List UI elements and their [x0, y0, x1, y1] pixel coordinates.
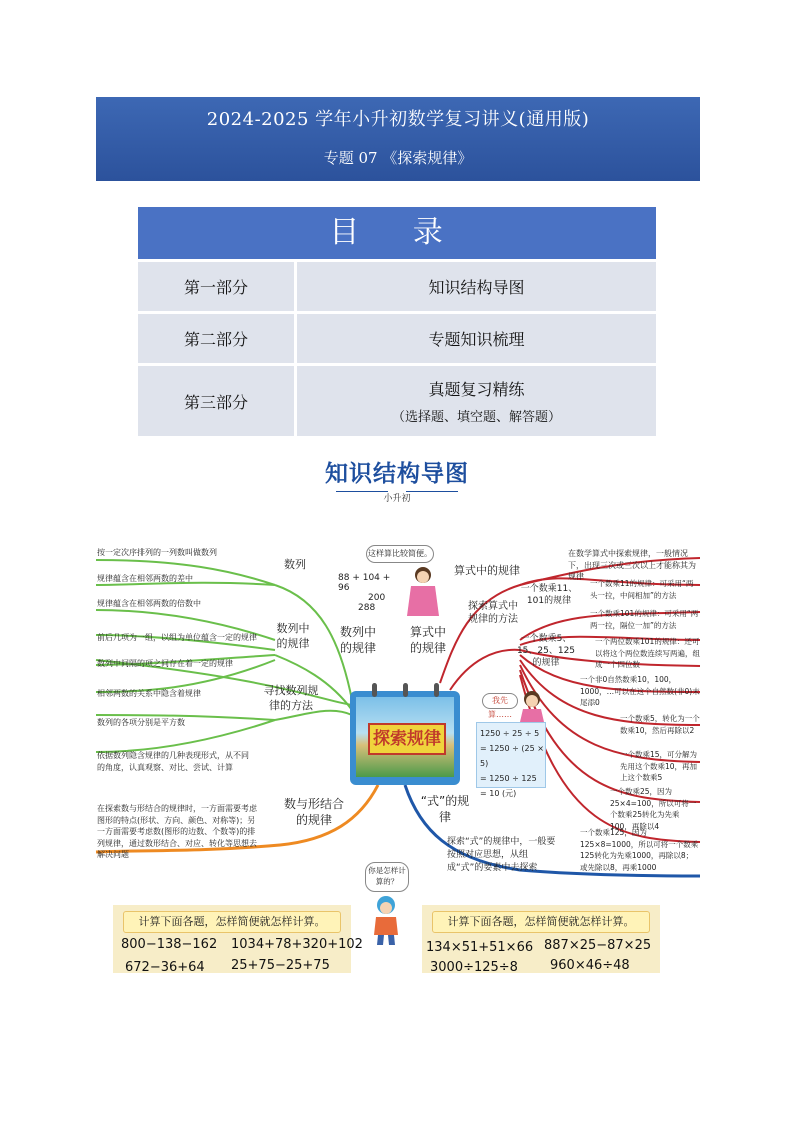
exercise-expression: 887×25−87×25 — [544, 938, 652, 953]
center-calendar — [350, 683, 460, 785]
toc-part: 第二部分 — [138, 314, 297, 363]
branch-label: 一个数乘11、101的规律 — [520, 584, 578, 606]
mindmap-left-item: 规律蕴含在相邻两数的差中 — [97, 574, 193, 583]
panel-heading: 计算下面各题，怎样简便就怎样计算。 — [432, 911, 650, 933]
calc-line: 288 — [358, 603, 376, 613]
mindmap-right-item: 一个非0自然数乘10，100，1000，…可以在这个自然数(非0)末尾添0 — [580, 675, 700, 707]
mindmap-right-item: 一个数乘125，因为125×8=1000，所以可将一个数乘125转化为先乘1000，再除以8；或先除以8，再乘1000 — [580, 828, 699, 872]
document-title: 2024-2025 学年小升初数学复习讲义(通用版) — [206, 109, 590, 130]
calc-line: = 10 (元) — [480, 789, 517, 798]
mindmap-right-item: 在数学算式中探索规律，一般情况下，出现三次或三次以上才能称其为规律 — [568, 549, 696, 581]
calc-line: 88 + 104 + 96 — [338, 573, 391, 593]
mindmap-right-item: 一个两位数乘101的规律：还可以将这个两位数连续写两遍，组成一个四位数 — [595, 637, 700, 669]
calc-line: 200 — [368, 593, 386, 603]
mindmap-title-sub: 小升初 — [383, 494, 411, 504]
branch-label: 数列 — [284, 558, 306, 571]
toc-content: 真题复习精练 — [428, 380, 525, 399]
mindmap-left-item: 规律蕴含在相邻两数的倍数中 — [97, 599, 201, 608]
branch-label: 一个数乘5、15、25、125的规律 — [516, 634, 576, 668]
main-branch-bottom-left: 数与形结合的规律 — [284, 797, 345, 827]
exercise-panel-left — [113, 905, 363, 975]
mindmap-left-item: 依据数列隐含规律的几种表现形式，从不同的角度，认真观察、对比、尝试、计算 — [97, 751, 249, 772]
center-label: 探索规律 — [368, 723, 446, 755]
toc-heading: 目 录 — [138, 207, 656, 259]
speech-bubble: 你是怎样计算的？ — [365, 862, 409, 892]
panel-heading: 计算下面各题，怎样简便就怎样计算。 — [123, 911, 341, 933]
boy-character-icon — [370, 895, 402, 945]
mindmap-left-item: 数列的各项分别是平方数 — [97, 718, 185, 727]
calendar-ring-icon — [403, 683, 408, 697]
mindmap-left-item: 数列中间隔的项之间存在着一定的规律 — [97, 659, 233, 668]
calc-example-top — [338, 573, 404, 613]
mindmap-right-item: 一个数乘5，转化为一个数乘10，然后再除以2 — [620, 714, 700, 735]
speech-bubble: 这样算比较简便。 — [366, 545, 434, 563]
toc-part: 第一部分 — [138, 262, 297, 311]
mindmap-left-item: 按一定次序排列的一列数叫做数列 — [97, 548, 217, 557]
toc-content: 知识结构导图 — [428, 278, 525, 297]
calc-line: 1250 ÷ 25 ÷ 5 — [480, 729, 540, 738]
calendar-ring-icon — [372, 683, 377, 697]
girl-character-icon — [405, 566, 441, 616]
main-branch-bottom-right: “式”的规律 — [420, 794, 470, 824]
branch-label: 算式中的规律 — [454, 564, 520, 577]
calc-example-right — [476, 722, 546, 798]
exercise-expression: 3000÷125÷8 — [430, 960, 518, 975]
mindmap-left-item: 前后几项为一组，以组为单位蕴含一定的规律 — [97, 633, 257, 642]
branch-label: 数列中的规律 — [276, 622, 310, 650]
mindmap-left-item: 相邻两数的关系中隐含着规律 — [97, 689, 201, 698]
exercise-expression: 800−138−162 — [121, 937, 218, 952]
exercise-expression: 1034+78+320+102 — [231, 937, 363, 952]
mindmap-right-item: 一个数乘25，因为25×4=100，所以可将一个数乘25转化为先乘100，再除以4 — [610, 787, 697, 831]
toc-content: 专题知识梳理 — [428, 330, 525, 349]
mindmap-right-item: 一个数乘101的规律：可采用“两两一拉，隔位一加”的方法 — [590, 609, 699, 630]
branch-label: 寻找数列规律的方法 — [263, 684, 319, 712]
mindmap-right-item: 一个数乘15，可分解为先用这个数乘10，再加上这个数乘5 — [620, 750, 698, 782]
calendar-ring-icon — [434, 683, 439, 697]
mindmap-title: 知识结构导图 — [325, 461, 469, 487]
mindmap-bottom-right-text: 探索“式”的规律中，一般要按照对应思想，从组成“式”的要素中去探索 — [447, 837, 556, 873]
main-branch-right: 算式中的规律 — [409, 625, 446, 655]
girl-character-icon — [517, 690, 547, 722]
document-subtitle: 专题 07 《探索规律》 — [323, 149, 473, 167]
calc-line: = 1250 ÷ (25 × 5) — [480, 744, 544, 768]
exercise-expression: 960×46÷48 — [550, 958, 630, 973]
branch-label: 探索算式中规律的方法 — [468, 601, 518, 625]
exercise-panel-right — [422, 905, 660, 973]
exercise-expression: 134×51+51×66 — [426, 940, 534, 955]
exercise-expression: 672−36+64 — [125, 960, 205, 975]
main-branch-left: 数列中的规律 — [339, 625, 376, 655]
exercise-expression: 25+75−25+75 — [231, 958, 330, 973]
calc-line: = 1250 ÷ 125 — [480, 774, 537, 783]
speech-bubble: 我先算…… — [482, 693, 518, 709]
mindmap-right-item: 一个数乘11的规律：可采用“两头一拉，中间相加”的方法 — [590, 579, 694, 600]
toc-content-note: （选择题、填空题、解答题） — [391, 410, 561, 425]
mindmap-left-item: 在探索数与形结合的规律时，一方面需要考虑图形的特点(形状、方向、颜色、对称等)；另一方面需要考虑数(图形的边数、个数等)的排列规律，通过数形结合、对应、转化等思想去解决问题 — [97, 804, 257, 859]
toc-part: 第三部分 — [138, 366, 297, 436]
